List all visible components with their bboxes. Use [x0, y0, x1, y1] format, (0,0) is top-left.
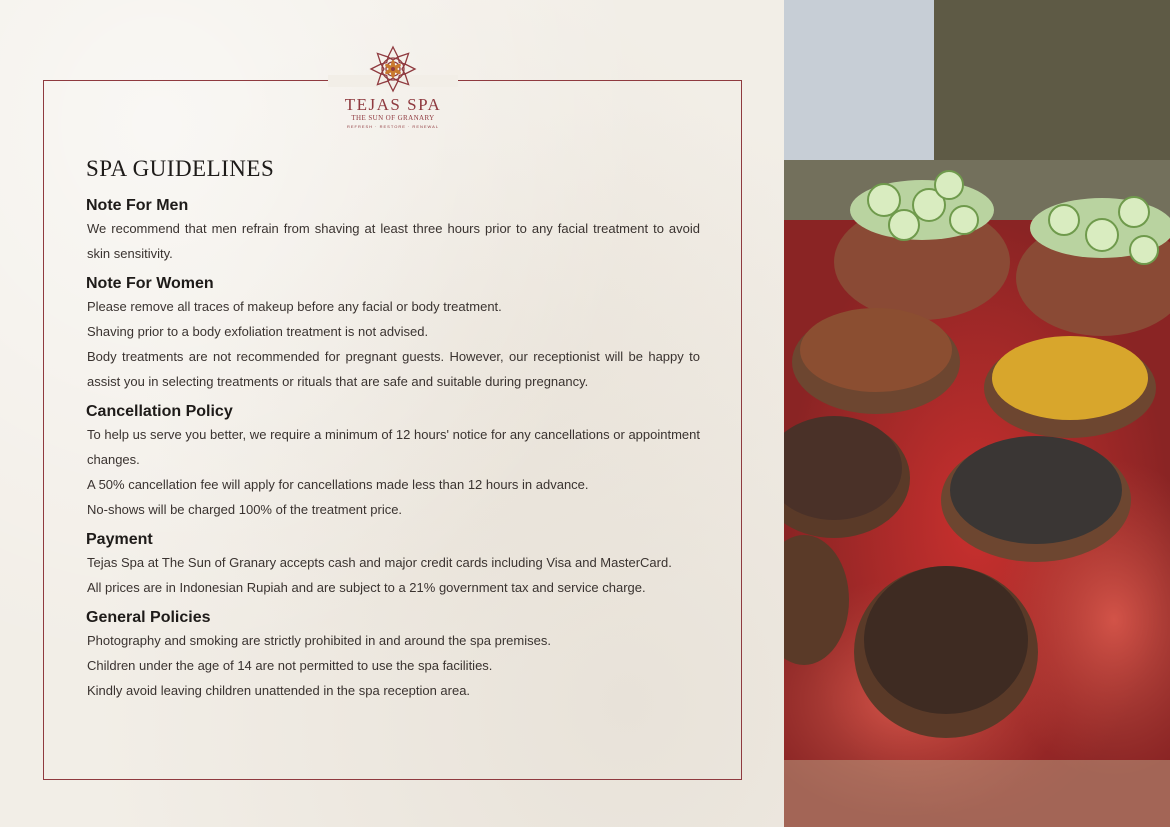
paragraph: To help us serve you better, we require a minimum of 12 hours' notice for any cancellations or appointment changes.	[87, 427, 700, 467]
section-title: General Policies	[86, 609, 211, 626]
section-note-for-men	[86, 196, 700, 266]
brand-tagline: REFRESH · RESTORE · RENEWAL	[346, 124, 440, 129]
paragraph: Shaving prior to a body exfoliation treatment is not advised.	[87, 324, 429, 339]
section-general-policies	[86, 608, 700, 703]
spa-logo	[328, 44, 458, 140]
paragraph: Please remove all traces of makeup before any facial or body treatment.	[87, 299, 502, 314]
paragraph: Tejas Spa at The Sun of Granary accepts cash and major credit cards including Visa and MasterCard.	[87, 555, 672, 570]
paragraph: All prices are in Indonesian Rupiah and are subject to a 21% government tax and service charge.	[87, 580, 646, 595]
brand-subtitle: THE SUN OF GRANARY	[351, 114, 435, 122]
brand-name: TEJAS SPA	[344, 95, 442, 114]
section-title: Cancellation Policy	[86, 403, 233, 420]
paragraph: A 50% cancellation fee will apply for cancellations made less than 12 hours in advance.	[87, 477, 589, 492]
section-title: Note For Men	[86, 197, 189, 214]
page-title: SPA GUIDELINES	[86, 156, 275, 181]
section-payment	[86, 530, 700, 600]
paragraph: Photography and smoking are strictly prohibited in and around the spa premises.	[87, 633, 551, 648]
section-note-for-women	[86, 274, 700, 394]
section-cancellation-policy	[86, 402, 700, 522]
section-title: Note For Women	[86, 275, 214, 292]
spa-ingredients-illustration	[784, 0, 1170, 827]
paragraph: We recommend that men refrain from shaving at least three hours prior to any facial treatment to avoid skin sensitivity.	[87, 221, 700, 261]
paragraph: Body treatments are not recommended for pregnant guests. However, our receptionist will be happy to assist you in selecting treatments or rituals that are safe and suitable during pregnancy.	[87, 349, 700, 389]
section-title: Payment	[86, 531, 153, 548]
paragraph: Kindly avoid leaving children unattended in the spa reception area.	[87, 683, 471, 698]
paragraph: Children under the age of 14 are not permitted to use the spa facilities.	[87, 658, 493, 673]
spa-ingredients-photo	[784, 0, 1170, 827]
lotus-mandala-icon	[368, 44, 418, 94]
guidelines-content	[86, 152, 700, 711]
paragraph: No-shows will be charged 100% of the treatment price.	[87, 502, 403, 517]
